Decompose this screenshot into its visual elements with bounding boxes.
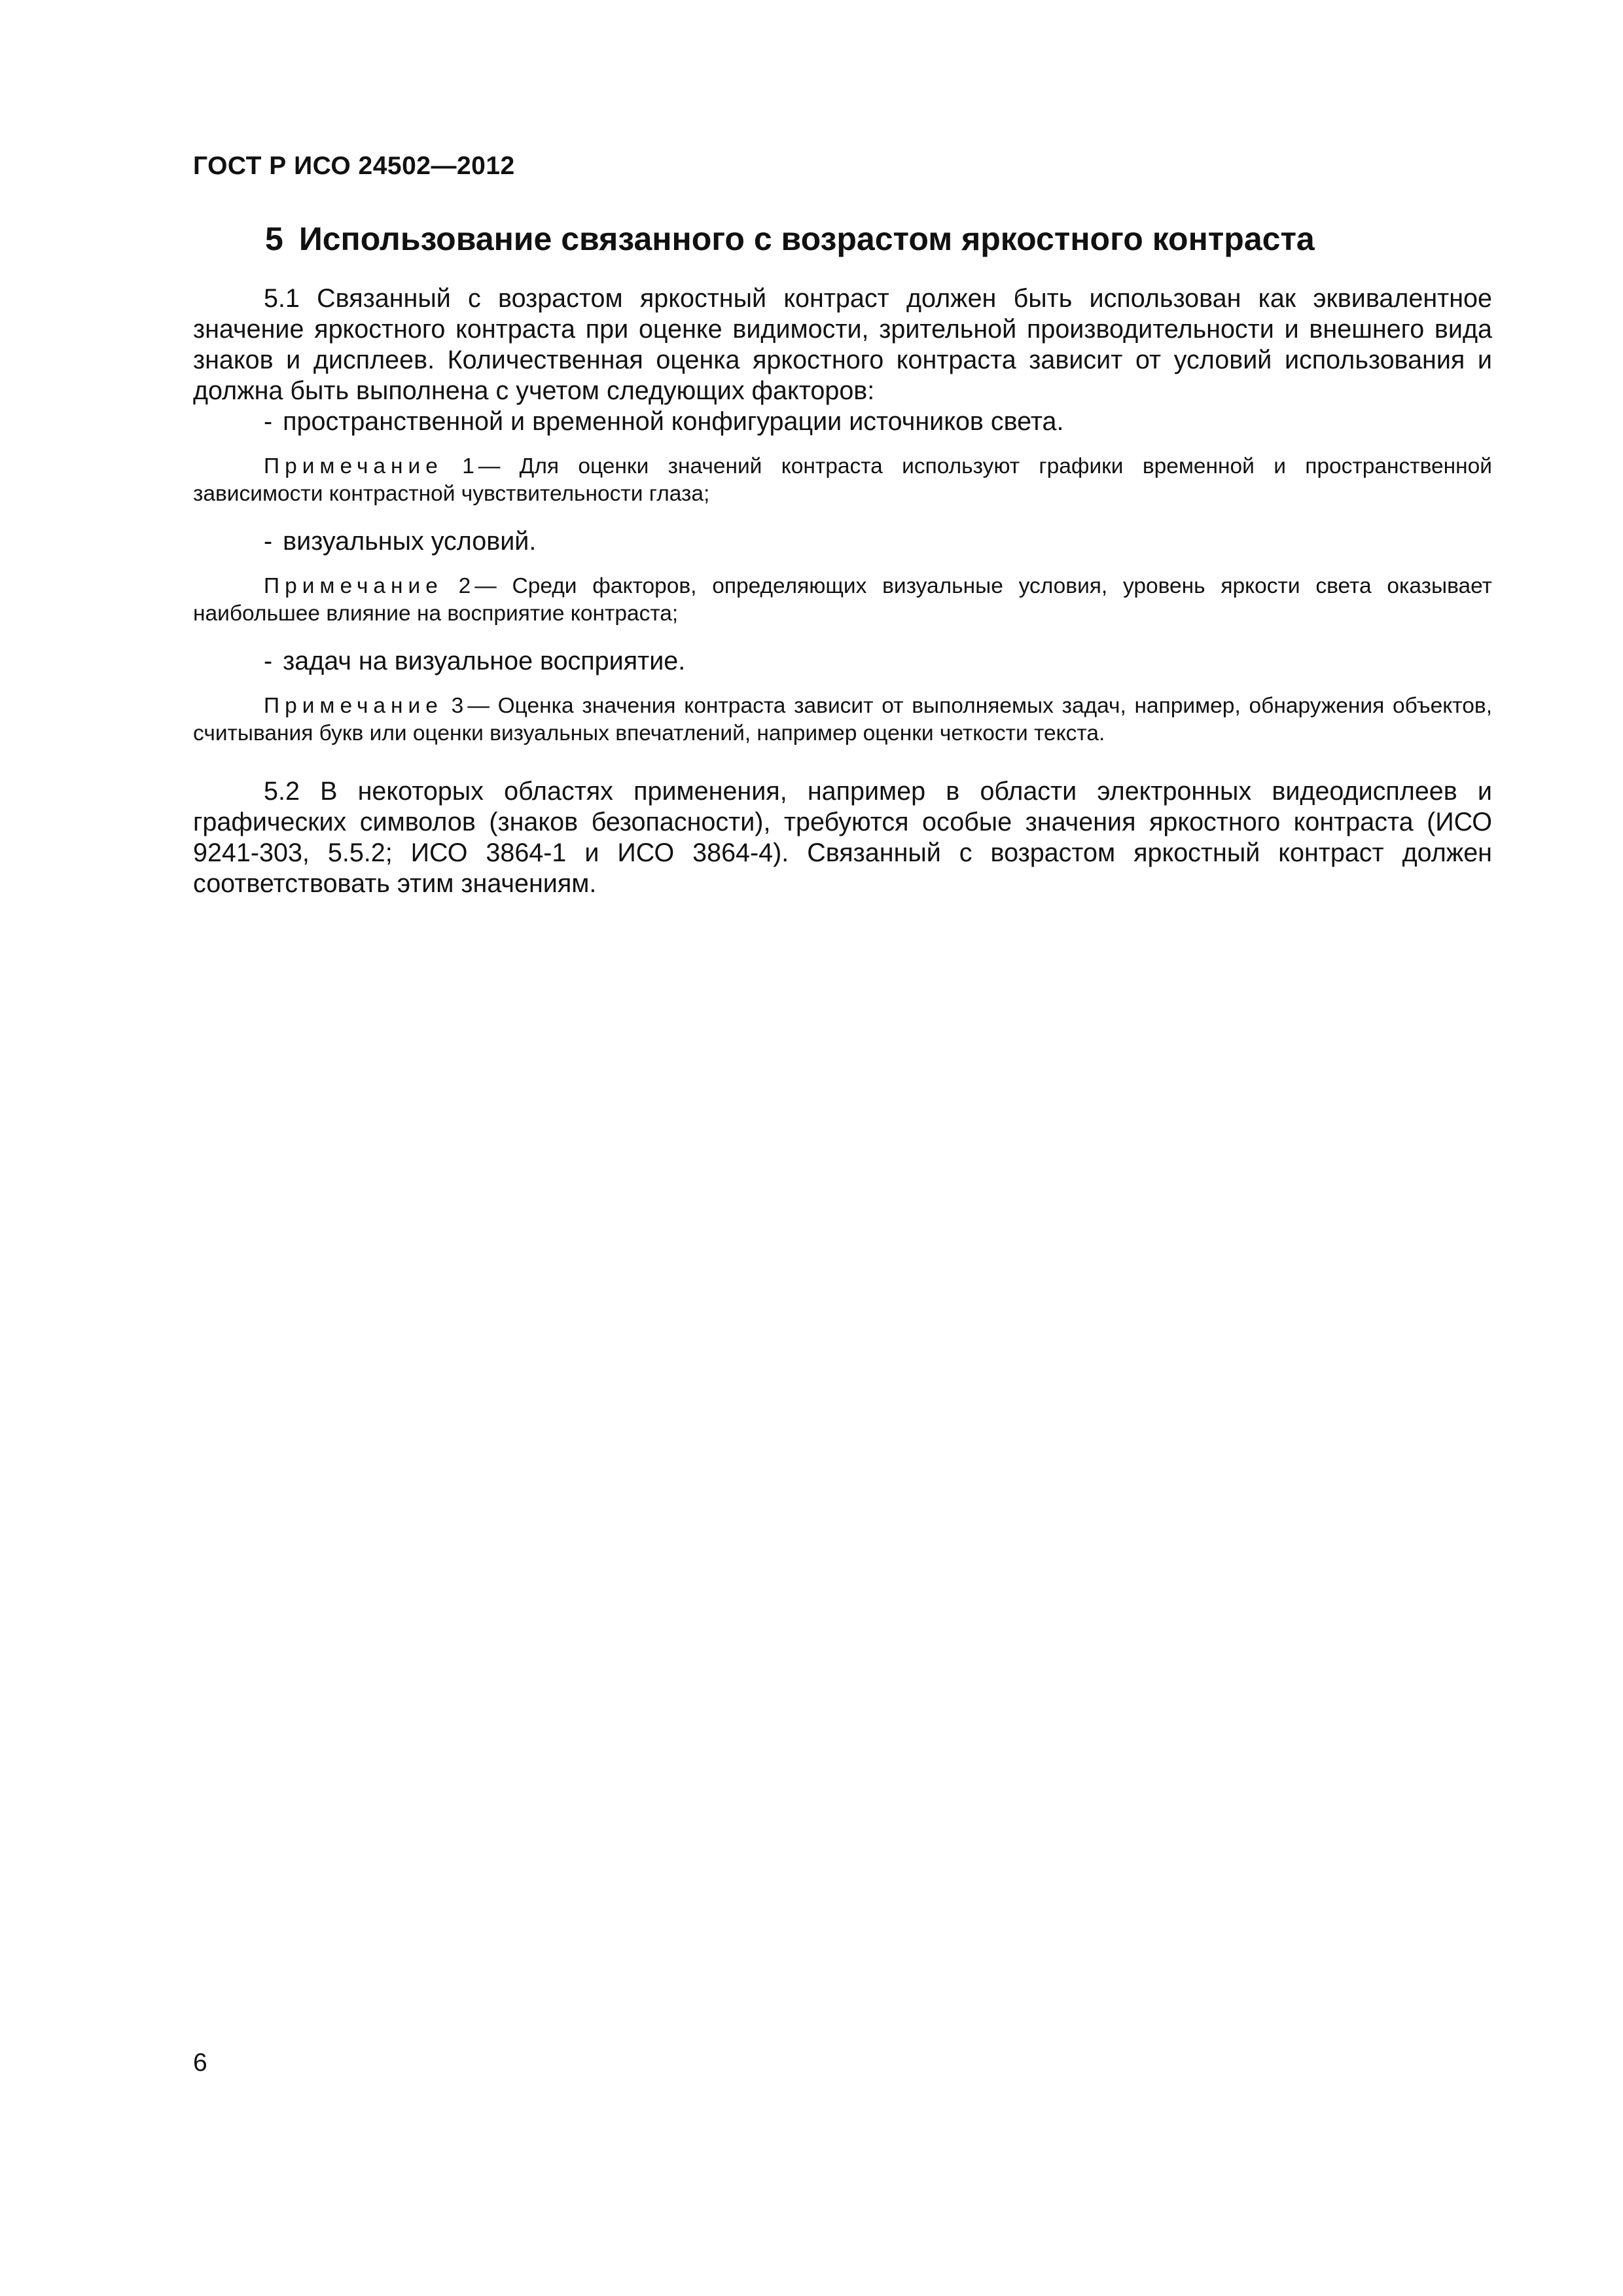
factor-text: задач на визуальное восприятие. xyxy=(283,647,686,675)
document-body xyxy=(193,219,1492,899)
document-header: ГОСТ Р ИСО 24502—2012 xyxy=(193,152,515,180)
factor-item xyxy=(193,406,1492,437)
section-number: 5 xyxy=(265,221,283,257)
factor-item xyxy=(193,646,1492,677)
factor-item xyxy=(193,526,1492,557)
note-label: Примечание xyxy=(264,574,443,598)
note xyxy=(193,573,1492,628)
factor-text: пространственной и временной конфигурации источников света. xyxy=(283,407,1064,436)
note-number: 1 xyxy=(462,454,474,478)
note-number: 3 xyxy=(451,694,464,718)
section-title xyxy=(193,219,1492,259)
note-text: — Для оценки значений контраста используют графики временной и пространственной зависимости контрастной чувствительности глаза; xyxy=(193,454,1492,506)
paragraph-5-2: 5.2 В некоторых областях применения, например в области электронных видеодисплеев и графических символов (знаков безопасности), требуются особые значения яркостного контраста (ИСО 9241-303, 5.5.2; ИСО 3864-1 и ИСО 3864-4). Связанный с возрастом яркостный контраст должен соответствовать этим значениям. xyxy=(193,777,1492,898)
note xyxy=(193,692,1492,747)
note-number: 2 xyxy=(458,574,471,598)
page-number: 6 xyxy=(193,2049,207,2077)
list-dash: - xyxy=(264,527,273,556)
note-label: Примечание xyxy=(264,694,443,718)
note-text: — Оценка значения контраста зависит от выполняемых задач, например, обнаружения объектов, считывания букв или оценки визуальных впечатлений, например оценки четкости текста. xyxy=(193,694,1493,745)
note-text: — Среди факторов, определяющих визуальные условия, уровень яркости света оказывает наибольшее влияние на восприятие контраста; xyxy=(193,574,1493,626)
list-dash: - xyxy=(264,407,273,436)
factor-text: визуальных условий. xyxy=(283,527,537,556)
paragraph-5-1: 5.1 Связанный с возрастом яркостный контраст должен быть использован как эквивалентное значение яркостного контраста при оценке видимости, зрительной производительности и внешнего вида знаков и дисплеев. Количественная оценка яркостного контраста зависит от условий использования и должна быть выполнена с учетом следующих факторов: xyxy=(193,284,1492,405)
list-dash: - xyxy=(264,647,273,675)
note-label: Примечание xyxy=(264,454,443,478)
section-title-text: Использование связанного с возрастом яркостного контраста xyxy=(298,221,1315,257)
note xyxy=(193,453,1492,508)
